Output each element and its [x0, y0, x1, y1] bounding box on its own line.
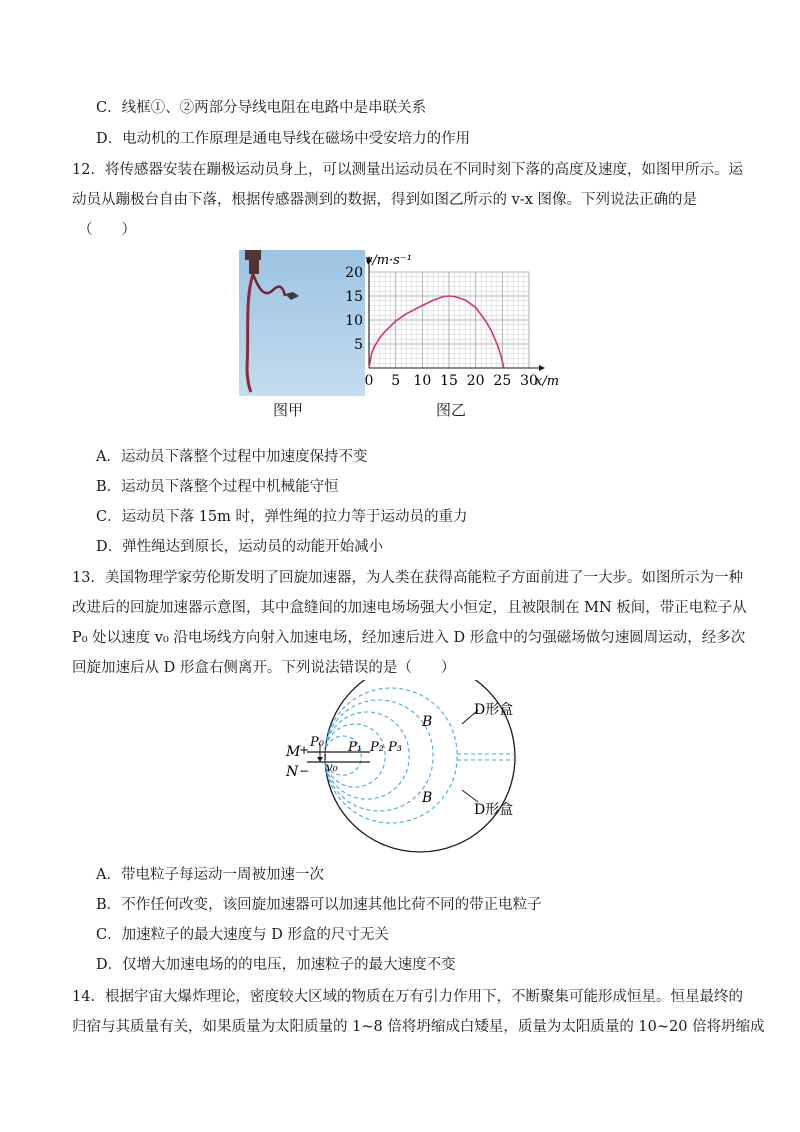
- q13-option-a: A．带电粒子每运动一周被加速一次: [96, 867, 324, 883]
- cyclotron-diagram: [280, 680, 540, 860]
- q13-stem-line2: 改进后的回旋加速器示意图，其中盒缝间的加速电场场强大小恒定，且被限制在 MN 板间，带正电粒子从: [72, 600, 747, 616]
- label-m: M: [286, 744, 301, 760]
- x-tick-label: 0: [364, 373, 374, 389]
- figure-jia-caption: 图甲: [273, 401, 304, 419]
- q13-stem-line1: 13．美国物理学家劳伦斯发明了回旋加速器，为人类在获得高能粒子方面前进了一大步。如图所示为一种: [72, 570, 743, 586]
- label-minus: −: [299, 764, 310, 778]
- label-b-top: B: [422, 714, 433, 730]
- label-p2: P₂: [370, 740, 384, 755]
- q13-stem-line3: P₀ 处以速度 v₀ 沿电场线方向射入加速电场，经加速后进入 D 形盒中的匀强磁场做匀速圆周运动，经多次: [72, 630, 746, 646]
- vx-chart-grid: [369, 272, 529, 368]
- q13-option-b: B．不作任何改变，该回旋加速器可以加速其他比荷不同的带正电粒子: [96, 897, 542, 913]
- q12-option-a: A．运动员下落整个过程中加速度保持不变: [96, 449, 368, 465]
- q12-option-d: D．弹性绳达到原长，运动员的动能开始减小: [96, 539, 384, 555]
- label-p3: P₃: [388, 740, 402, 755]
- label-v0: v₀: [326, 760, 338, 774]
- y-tick-label: 5: [354, 337, 363, 353]
- x-axis-arrow: [539, 365, 545, 371]
- leader-bottom: [462, 790, 478, 802]
- q12-option-c: C．运动员下落 15m 时，弹性绳的拉力等于运动员的重力: [96, 509, 468, 525]
- q11-option-d: D．电动机的工作原理是通电导线在磁场中受安培力的作用: [96, 131, 471, 147]
- velocity-arrow-head: [317, 757, 323, 762]
- x-tick-label: 10: [413, 373, 432, 389]
- q13-option-d: D．仅增大加速电场的的电压，加速粒子的最大速度不变: [96, 957, 456, 973]
- vx-chart-x-axis-label: x/m: [535, 374, 560, 389]
- q11-option-c: C．线框①、②两部分导线电阻在电路中是串联关系: [96, 100, 427, 116]
- x-tick-label: 30: [520, 373, 538, 389]
- x-tick-label: 15: [440, 373, 458, 389]
- x-tick-label: 20: [466, 373, 485, 389]
- label-n: N: [286, 764, 299, 780]
- label-plus: +: [299, 743, 310, 757]
- x-tick-label: 25: [493, 373, 512, 389]
- label-b-bottom: B: [422, 790, 433, 806]
- label-p0: P₀: [310, 735, 324, 750]
- q12-stem-line2: 动员从蹦极台自由下落，根据传感器测到的数据，得到如图乙所示的 v-x 图像。下列说法正确的是: [72, 192, 697, 208]
- figure-yi-caption: 图乙: [436, 401, 467, 419]
- q13-option-c: C．加速粒子的最大速度与 D 形盒的尺寸无关: [96, 927, 389, 943]
- q14-stem-line1: 14．根据宇宙大爆炸理论，密度较大区域的物质在万有引力作用下，不断聚集可能形成恒星。恒星最终的: [72, 989, 743, 1005]
- vx-chart-ticks: [345, 265, 538, 389]
- label-p1: P₁: [348, 740, 362, 755]
- q12-stem-line1: 12．将传感器安装在蹦极运动员身上，可以测量出运动员在不同时刻下落的高度及速度，如图甲所示。运: [72, 162, 743, 178]
- vx-chart-series-line: [369, 296, 504, 368]
- y-tick-label: 10: [345, 313, 363, 329]
- label-d-box-bottom: D形盒: [474, 802, 514, 818]
- vx-chart: [335, 248, 575, 398]
- q14-stem-line2: 归宿与其质量有关，如果质量为太阳质量的 1~8 倍将坍缩成白矮星，质量为太阳质量的 10~20 倍将坍缩成: [72, 1019, 765, 1035]
- y-tick-label: 15: [345, 289, 363, 305]
- q12-option-b: B．运动员下落整个过程中机械能守恒: [96, 479, 339, 495]
- x-tick-label: 5: [391, 373, 401, 389]
- y-tick-label: 20: [345, 265, 363, 281]
- q12-answer-blank: （ ）: [78, 222, 136, 238]
- q13-stem-line4: 回旋加速后从 D 形盒右侧离开。下列说法错误的是（ ）: [72, 660, 456, 676]
- label-d-box-top: D形盒: [474, 702, 514, 718]
- vx-chart-y-axis-label: v/m·s⁻¹: [365, 253, 412, 268]
